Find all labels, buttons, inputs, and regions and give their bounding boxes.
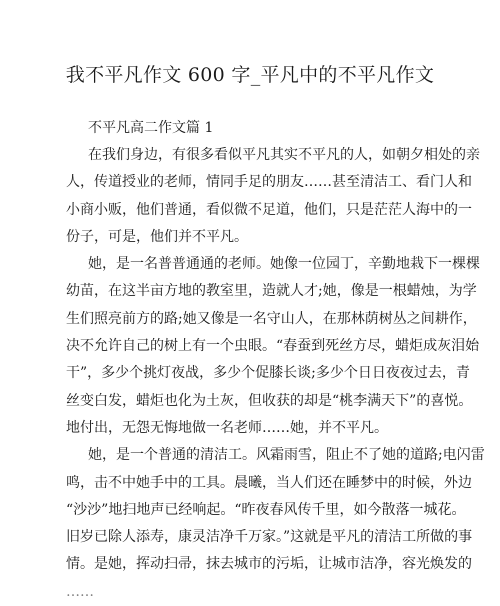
paragraph <box>66 142 480 251</box>
text-line: 生们照亮前方的路;她又像是一名守山人，在那林荫树丛之间耕作， <box>66 310 477 327</box>
text-line: 情。是她，挥动扫帚，抹去城市的污垢，让城市洁净，容光焕发的 <box>66 556 472 573</box>
text-line: 鸣，击不中她手中的工具。晨曦，当人们还在睡梦中的时候，外边 <box>66 474 472 491</box>
document-title: 我不平凡作文 600 字_平凡中的不平凡作文 <box>65 64 435 86</box>
text-line: 丝变白发，蜡炬也化为土灰，但收获的却是“桃李满天下”的喜悦。 <box>66 392 473 409</box>
text-line: 决不允许自己的树上有一个虫眼。“春蚕到死丝方尽，蜡炬成灰泪始 <box>66 338 480 355</box>
text-line: 幼苗，在这半亩方地的教室里，造就人才;她，像是一根蜡烛，为学 <box>66 283 477 300</box>
text-line: …… <box>66 583 94 600</box>
text-line: 干”，多少个挑灯夜战，多少个促膝长谈;多少个日日夜夜过去，青 <box>66 365 470 382</box>
paragraph <box>66 251 480 442</box>
paragraph <box>66 442 485 606</box>
text-line: 旧岁已除人添寿，康灵洁净千万家。”这就是平凡的清洁工所做的事 <box>66 529 473 546</box>
text-line: 人，传道授业的老师，情同手足的朋友……甚至清洁工、看门人和 <box>66 174 472 191</box>
text-line: 小商小贩，他们普通，看似微不足道，他们，只是茫茫人海中的一 <box>66 201 472 218</box>
text-line: 在我们身边，有很多看似平凡其实不平凡的人，如朝夕相处的亲 <box>88 147 480 163</box>
essay-body <box>66 142 485 606</box>
text-line: 她，是一个普通的清洁工。风霜雨雪，阻止不了她的道路;电闪雷 <box>88 447 485 464</box>
essay-subtitle: 不平凡高二作文篇 1 <box>88 120 214 136</box>
text-line: 地付出，无怨无悔地做一名老师……她，并不平凡。 <box>66 419 388 436</box>
text-line: “沙沙”地扫地声已经响起。“昨夜春风传千里，如今散落一城花。 <box>66 501 466 518</box>
text-line: 她，是一名普普通通的老师。她像一位园丁，辛勤地栽下一棵棵 <box>88 256 480 273</box>
text-line: 份子，可是，他们并不平凡。 <box>66 228 248 245</box>
